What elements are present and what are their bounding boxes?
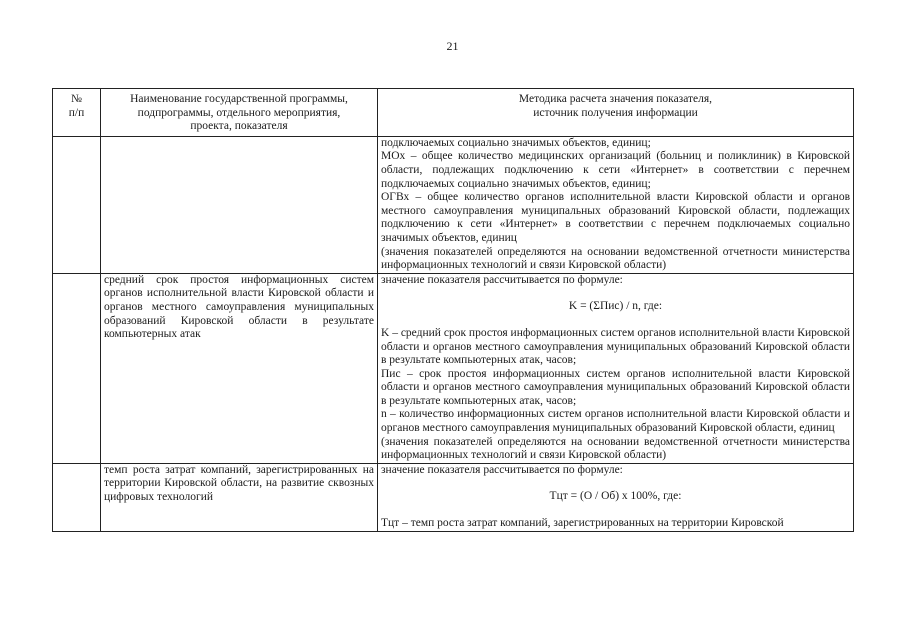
data-source-note: (значения показателей определяются на основании ведомственной отчетности министерства информационных технологий и связи Кировской области) (381, 245, 850, 272)
header-name-line: Наименование государственной программы, (130, 93, 348, 105)
row-number-cell (53, 136, 101, 273)
indicator-name-cell: средний срок простоя информационных систем органов исполнительной власти Кировской области и органов местного самоуправления муниципальных образований Кировской области в результате компьютерных атак (101, 273, 378, 463)
formula-variable: n – количество информационных систем органов исполнительной власти Кировской области и органов местного самоуправления муниципальных образований Кировской области, единиц (381, 408, 850, 435)
page-number: 21 (446, 39, 459, 53)
formula: Тцт = (О / Об) х 100%, где: (549, 490, 682, 503)
methodology-paragraph: ОГВх – общее количество органов исполнительной власти Кировской области и органов местного самоуправления муниципальных образований Кировской области, подлежащих подключению к сети «Интернет» в соответствии с перечнем подключаемых социально значимых объектов, единиц (381, 191, 850, 244)
indicator-name-cell: темп роста затрат компаний, зарегистрированных на территории Кировской области, на развитие сквозных цифровых технологий (101, 463, 378, 531)
data-source-note: (значения показателей определяются на основании ведомственной отчетности министерства информационных технологий и связи Кировской области) (381, 435, 850, 462)
indicator-name-cell (101, 136, 378, 273)
header-number-line: п/п (68, 106, 85, 119)
header-name-line: проекта, показателя (190, 120, 288, 133)
row-number-cell (53, 463, 101, 531)
methodology-cell (378, 273, 854, 463)
formula-intro: значение показателя рассчитывается по формуле: (381, 273, 623, 286)
header-number-line: № (71, 93, 82, 105)
formula-intro: значение показателя рассчитывается по формуле: (381, 463, 623, 476)
methodology-paragraph: подключаемых социально значимых объектов, единиц; (381, 136, 651, 149)
table-row (53, 463, 854, 531)
header-methodology-line: Методика расчета значения показателя, (518, 93, 713, 105)
table-header-row (53, 89, 854, 137)
methodology-cell (378, 463, 854, 531)
header-name (101, 89, 378, 137)
formula-variable: Тцт – темп роста затрат компаний, зарегистрированных на территории Кировской (381, 517, 784, 530)
header-methodology (378, 89, 854, 137)
row-number-cell (53, 273, 101, 463)
methodology-cell (378, 136, 854, 273)
table-row (53, 273, 854, 463)
header-number (53, 89, 101, 137)
formula-variable: Пис – срок простоя информационных систем органов исполнительной власти Кировской области и органов местного самоуправления муниципальных образований Кировской области в результате компьютерных атак, часов; (381, 367, 850, 407)
formula-variable: K – средний срок простоя информационных систем органов исполнительной власти Кировской области и органов местного самоуправления муниципальных образований Кировской области в результате компьютерных атак, часов; (381, 326, 850, 367)
formula: K = (ΣПис) / n, где: (568, 300, 663, 313)
header-name-line: подпрограммы, отдельного мероприятия, (137, 106, 341, 119)
methodology-paragraph: МОх – общее количество медицинских организаций (больниц и поликлиник) в Кировской области, подлежащих подключению к сети «Интернет» в соответствии с перечнем подключаемых социально значимых объектов, единиц; (381, 150, 850, 190)
header-methodology-line: источник получения информации (533, 106, 698, 119)
methodology-table (52, 88, 854, 532)
table-row (53, 136, 854, 273)
